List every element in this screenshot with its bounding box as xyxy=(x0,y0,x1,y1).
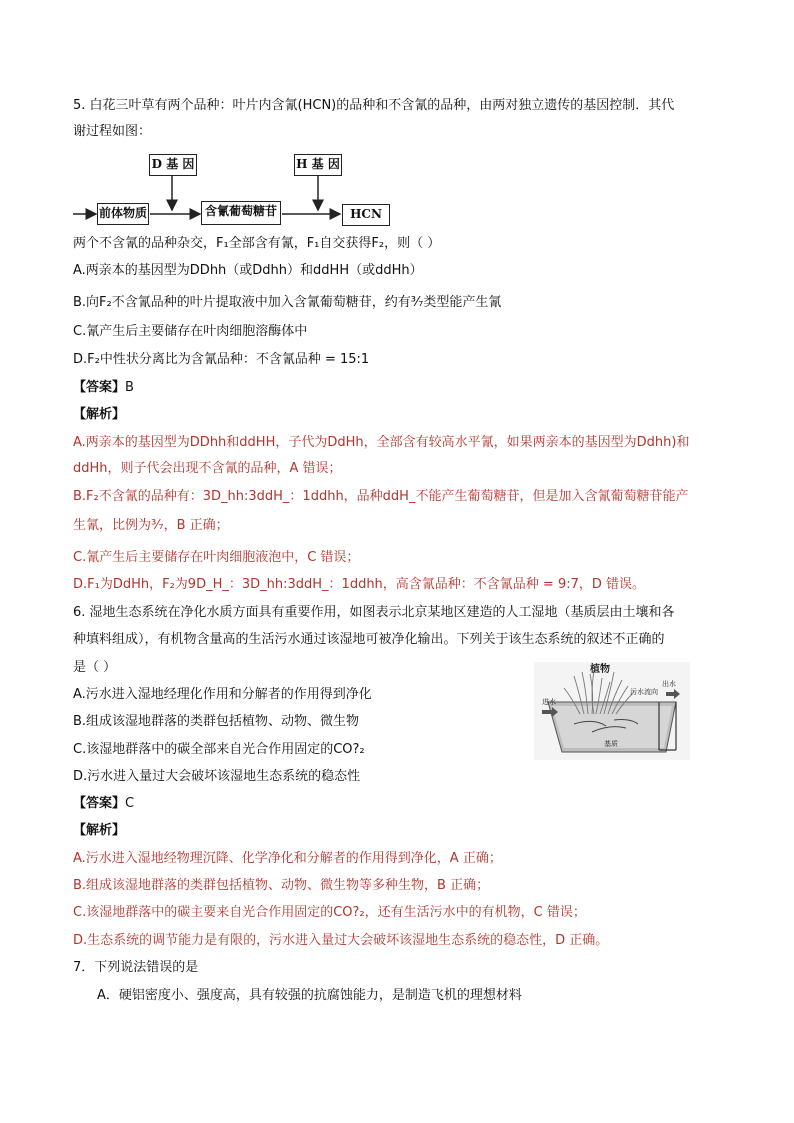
wetland-figure xyxy=(534,662,690,760)
q7-stem: 7．下列说法错误的是 xyxy=(73,960,199,975)
q6-stem-line2: 种填料组成），有机物含量高的生活污水通过该湿地可被净化输出。下列关于该生态系统的叙述不正确的 xyxy=(73,632,665,647)
q6-analysis-b: B.组成该湿地群落的类群包括植物、动物、微生物等多种生物，B 正确； xyxy=(73,878,490,893)
q6-option-b: B.组成该湿地群落的类群包括植物、动物、微生物 xyxy=(73,714,360,729)
substrate-label: 基质 xyxy=(604,740,618,748)
outlet-label: 出水 xyxy=(662,680,676,688)
answer-tag: 【答案】 xyxy=(73,796,126,811)
gene-h-box: H 基 因 xyxy=(294,154,342,176)
q7-option-a: A．硬铝密度小、强度高，具有较强的抗腐蚀能力，是制造飞机的理想材料 xyxy=(97,988,522,1003)
q5-analysis-a2: ddHh，则子代会出现不含氰的品种，A 错误； xyxy=(73,461,342,476)
q5-question: 两个不含氰的品种杂交，F₁全部含有氰，F₁自交获得F₂，则（ ） xyxy=(73,236,441,251)
q6-analysis-d: D.生态系统的调节能力是有限的，污水进入量过大会破坏该湿地生态系统的稳态性，D 正确。 xyxy=(73,933,609,948)
gene-d-box: D 基 因 xyxy=(149,154,197,176)
answer-tag: 【答案】 xyxy=(73,380,126,395)
glucoside-box: 含氰葡萄糖苷 xyxy=(201,201,281,225)
q5-option-c: C.氰产生后主要储存在叶肉细胞溶酶体中 xyxy=(73,324,308,339)
q5-stem-line1: 5. 白花三叶草有两个品种：叶片内含氰(HCN)的品种和不含氰的品种，由两对独立遗传的基因控制．其代 xyxy=(73,98,675,113)
q6-stem-line3: 是（ ） xyxy=(73,660,117,675)
q6-stem-line1: 6. 湿地生态系统在净化水质方面具有重要作用，如图表示北京某地区建造的人工湿地（基质层由土壤和各 xyxy=(73,605,675,620)
q5-answer xyxy=(73,378,134,398)
q5-analysis-b1: B.F₂不含氰的品种有：3D_hh:3ddH_：1ddhh，品种ddH_不能产生葡萄糖苷，但是加入含氰葡萄糖苷能产 xyxy=(73,489,689,504)
q5-stem-line2: 谢过程如图： xyxy=(73,124,152,139)
q6-option-c: C.该湿地群落中的碳全部来自光合作用固定的CO?₂ xyxy=(73,742,365,757)
q5-option-b: B.向F₂不含氰品种的叶片提取液中加入含氰葡萄糖苷，约有³⁄₇类型能产生氰 xyxy=(73,295,502,310)
inlet-label: 进水 xyxy=(542,698,556,706)
q6-analysis-tag: 【解析】 xyxy=(73,823,126,838)
flow-label: 污水流向 xyxy=(630,688,658,696)
q6-analysis-a: A.污水进入湿地经物理沉降、化学净化和分解者的作用得到净化，A 正确； xyxy=(73,851,502,866)
q5-analysis-c: C.氰产生后主要储存在叶肉细胞液泡中，C 错误； xyxy=(73,550,360,565)
q5-analysis-tag: 【解析】 xyxy=(73,407,126,422)
precursor-box: 前体物质 xyxy=(97,203,149,225)
q5-option-a: A.两亲本的基因型为DDhh（或Ddhh）和ddHH（或ddHh） xyxy=(73,263,423,278)
hcn-box: HCN xyxy=(342,204,390,226)
q5-analysis-d: D.F₁为DdHh，F₂为9D_H_：3D_hh:3ddH_：1ddhh，高含氰品种：不含氰品种 = 9:7，D 错误。 xyxy=(73,577,646,592)
q6-answer xyxy=(73,794,134,814)
q5-option-d: D.F₂中性状分离比为含氰品种：不含氰品种 = 15:1 xyxy=(73,352,370,367)
q5-analysis-b2: 生氰，比例为³⁄₇，B 正确； xyxy=(73,518,229,533)
q6-option-a: A.污水进入湿地经理化作用和分解者的作用得到净化 xyxy=(73,687,372,702)
answer-value: B xyxy=(125,380,134,395)
q6-option-d: D.污水进入量过大会破坏该湿地生态系统的稳态性 xyxy=(73,769,361,784)
q6-analysis-c: C.该湿地群落中的碳主要来自光合作用固定的CO?₂，还有生活污水中的有机物，C 错误； xyxy=(73,905,586,920)
plant-label: 植物 xyxy=(590,664,610,675)
answer-value: C xyxy=(125,796,135,811)
q5-analysis-a1: A.两亲本的基因型为DDhh和ddHH，子代为DdHh，全部含有较高水平氰，如果两亲本的基因型为Ddhh)和 xyxy=(73,435,690,450)
